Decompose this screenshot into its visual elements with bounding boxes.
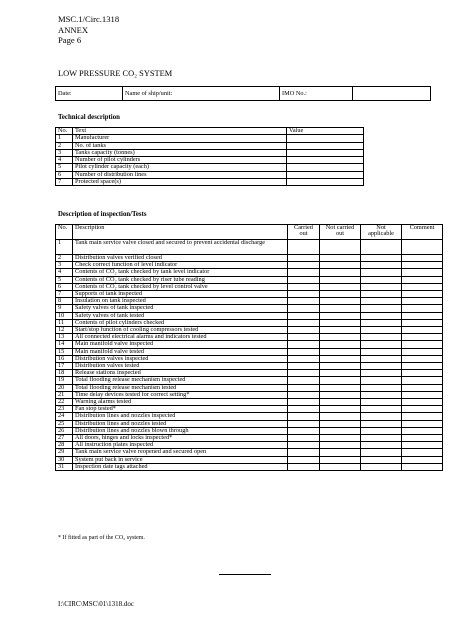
carried-out-cell[interactable] (288, 348, 320, 355)
row-number: 19 (56, 377, 73, 384)
carried-out-cell[interactable] (288, 377, 320, 384)
comment-cell[interactable] (402, 456, 443, 463)
not-carried-out-cell[interactable] (320, 420, 361, 427)
carried-out-cell[interactable] (288, 334, 320, 341)
col-value-header: Value (287, 128, 364, 135)
row-number: 4 (56, 157, 73, 164)
comment-cell[interactable] (402, 240, 443, 255)
not-applicable-cell[interactable] (361, 283, 402, 290)
row-description: Insulation on tank inspected (73, 298, 288, 305)
not-carried-out-cell[interactable] (320, 391, 361, 398)
carried-out-cell[interactable] (288, 442, 320, 449)
row-number: 14 (56, 341, 73, 348)
row-description: Distribution lines and nozzles blown through (73, 427, 288, 434)
comment-cell[interactable] (402, 413, 443, 420)
row-value-cell[interactable] (287, 179, 364, 186)
not-carried-out-cell[interactable] (320, 370, 361, 377)
comment-cell[interactable] (402, 319, 443, 326)
not-applicable-cell[interactable] (361, 269, 402, 276)
document-header (58, 14, 119, 46)
technical-description-heading: Technical description (58, 114, 120, 121)
not-carried-out-cell[interactable] (320, 312, 361, 319)
col-no-header: No. (56, 128, 73, 135)
comment-cell[interactable] (402, 262, 443, 269)
not-carried-out-cell[interactable] (320, 355, 361, 362)
comment-cell[interactable] (402, 420, 443, 427)
comment-cell[interactable] (402, 341, 443, 348)
carried-out-cell[interactable] (288, 291, 320, 298)
col-carried-out-header: Carried out (288, 225, 320, 240)
row-number: 30 (56, 456, 73, 463)
comment-cell[interactable] (402, 391, 443, 398)
row-number: 5 (56, 276, 73, 283)
carried-out-cell[interactable] (288, 427, 320, 434)
not-applicable-cell[interactable] (361, 442, 402, 449)
row-number: 23 (56, 406, 73, 413)
carried-out-cell[interactable] (288, 413, 320, 420)
row-description: Supports of tank inspected (73, 291, 288, 298)
comment-cell[interactable] (402, 384, 443, 391)
row-description: Contents of pilot cylinders checked (73, 319, 288, 326)
annex-label: ANNEX (58, 24, 89, 35)
row-description: Time delay devices tested for correct setting* (73, 391, 288, 398)
not-applicable-cell[interactable] (361, 262, 402, 269)
not-carried-out-cell[interactable] (320, 276, 361, 283)
comment-cell[interactable] (402, 291, 443, 298)
not-carried-out-cell[interactable] (320, 449, 361, 456)
inspection-table (55, 224, 443, 471)
not-applicable-cell[interactable] (361, 341, 402, 348)
table-row (56, 179, 364, 186)
row-text: Pilot cylinder capacity (each) (73, 164, 287, 171)
col-no-header: No. (56, 225, 73, 240)
row-number: 1 (56, 240, 73, 255)
comment-cell[interactable] (402, 255, 443, 262)
row-number: 8 (56, 298, 73, 305)
row-description: Distribution lines and nozzles tested (73, 420, 288, 427)
row-number: 16 (56, 355, 73, 362)
not-carried-out-cell[interactable] (320, 463, 361, 470)
page-title: LOW PRESSURE CO₂ SYSTEM (58, 69, 173, 78)
carried-out-cell[interactable] (288, 384, 320, 391)
row-number: 31 (56, 463, 73, 470)
row-number: 26 (56, 427, 73, 434)
row-description: System put back in service (73, 456, 288, 463)
carried-out-cell[interactable] (288, 319, 320, 326)
row-value-cell[interactable] (287, 171, 364, 178)
row-number: 3 (56, 262, 73, 269)
carried-out-cell[interactable] (288, 370, 320, 377)
not-carried-out-cell[interactable] (320, 442, 361, 449)
not-carried-out-cell[interactable] (320, 406, 361, 413)
row-description: All connected electrical alarms and indicators tested (73, 334, 288, 341)
row-text: Number of pilot cylinders (73, 157, 287, 164)
row-number: 29 (56, 449, 73, 456)
carried-out-cell[interactable] (288, 363, 320, 370)
not-applicable-cell[interactable] (361, 334, 402, 341)
not-applicable-cell[interactable] (361, 355, 402, 362)
not-carried-out-cell[interactable] (320, 283, 361, 290)
comment-cell[interactable] (402, 399, 443, 406)
row-number: 5 (56, 164, 73, 171)
not-applicable-cell[interactable] (361, 463, 402, 470)
row-description: Total flooding release mechanism tested (73, 384, 288, 391)
imo-number-field[interactable]: IMO No.: (280, 87, 353, 101)
not-applicable-cell[interactable] (361, 240, 402, 255)
col-comment-header: Comment (402, 225, 443, 240)
not-applicable-cell[interactable] (361, 377, 402, 384)
row-description: Main manifold valve inspected (73, 341, 288, 348)
carried-out-cell[interactable] (288, 449, 320, 456)
row-description: Contents of CO₂ tank checked by riser tube reading (73, 276, 288, 283)
row-description: Fan stop tested* (73, 406, 288, 413)
carried-out-cell[interactable] (288, 305, 320, 312)
carried-out-cell[interactable] (288, 341, 320, 348)
comment-cell[interactable] (402, 435, 443, 442)
not-carried-out-cell[interactable] (320, 377, 361, 384)
not-carried-out-cell[interactable] (320, 363, 361, 370)
row-value-cell[interactable] (287, 135, 364, 142)
row-number: 27 (56, 435, 73, 442)
row-number: 12 (56, 327, 73, 334)
row-number: 2 (56, 255, 73, 262)
carried-out-cell[interactable] (288, 269, 320, 276)
comment-cell[interactable] (402, 363, 443, 370)
table-row (56, 240, 443, 255)
not-applicable-cell[interactable] (361, 384, 402, 391)
comment-cell[interactable] (402, 355, 443, 362)
not-carried-out-cell[interactable] (320, 334, 361, 341)
col-not-carried-out-header: Not carried out (320, 225, 361, 240)
not-applicable-cell[interactable] (361, 391, 402, 398)
not-applicable-cell[interactable] (361, 406, 402, 413)
row-number: 1 (56, 135, 73, 142)
row-number: 28 (56, 442, 73, 449)
not-applicable-cell[interactable] (361, 456, 402, 463)
not-carried-out-cell[interactable] (320, 269, 361, 276)
row-number: 20 (56, 384, 73, 391)
not-applicable-cell[interactable] (361, 413, 402, 420)
not-carried-out-cell[interactable] (320, 399, 361, 406)
not-carried-out-cell[interactable] (320, 305, 361, 312)
carried-out-cell[interactable] (288, 298, 320, 305)
row-text: Protected space(s) (73, 179, 287, 186)
not-applicable-cell[interactable] (361, 319, 402, 326)
row-number: 7 (56, 291, 73, 298)
row-number: 17 (56, 363, 73, 370)
ship-info-table (55, 86, 431, 101)
comment-cell[interactable] (402, 348, 443, 355)
row-number: 22 (56, 399, 73, 406)
not-carried-out-cell[interactable] (320, 456, 361, 463)
row-number: 13 (56, 334, 73, 341)
comment-cell[interactable] (402, 298, 443, 305)
row-number: 24 (56, 413, 73, 420)
row-text: No. of tanks (73, 142, 287, 149)
row-description: Warning alarms tested (73, 399, 288, 406)
row-description: Distribution valves tested (73, 363, 288, 370)
row-number: 18 (56, 370, 73, 377)
row-description: Contents of CO₂ tank checked by tank level indicator (73, 269, 288, 276)
table-row (56, 135, 364, 142)
row-number: 3 (56, 149, 73, 156)
row-number: 2 (56, 142, 73, 149)
not-applicable-cell[interactable] (361, 399, 402, 406)
row-description: Inspection date tags attached (73, 463, 288, 470)
date-field[interactable]: Date: (56, 87, 123, 101)
row-description: Total flooding release mechanism inspected (73, 377, 288, 384)
row-number: 11 (56, 319, 73, 326)
not-applicable-cell[interactable] (361, 348, 402, 355)
comment-cell[interactable] (402, 312, 443, 319)
carried-out-cell[interactable] (288, 420, 320, 427)
carried-out-cell[interactable] (288, 435, 320, 442)
page-number: Page 6 (58, 35, 82, 45)
comment-cell[interactable] (402, 449, 443, 456)
row-description: Distribution valves verified closed (73, 255, 288, 262)
not-carried-out-cell[interactable] (320, 384, 361, 391)
row-description: Contents of CO₂ tank checked by level control valve (73, 283, 288, 290)
row-description: Tank main service valve closed and secured to prevent accidental discharge (73, 240, 288, 255)
not-carried-out-cell[interactable] (320, 348, 361, 355)
footnote: * If fitted as part of the CO₂ system. (58, 535, 145, 541)
row-number: 25 (56, 420, 73, 427)
row-number: 10 (56, 312, 73, 319)
not-applicable-cell[interactable] (361, 327, 402, 334)
row-description: Distribution valves inspected (73, 355, 288, 362)
comment-cell[interactable] (402, 327, 443, 334)
row-number: 7 (56, 179, 73, 186)
row-description: Check correct function of level indicator (73, 262, 288, 269)
row-number: 15 (56, 348, 73, 355)
comment-cell[interactable] (402, 442, 443, 449)
carried-out-cell[interactable] (288, 463, 320, 470)
comment-cell[interactable] (402, 276, 443, 283)
row-text: Tanks capacity (tonnes) (73, 149, 287, 156)
row-description: Distribution lines and nozzles inspected (73, 413, 288, 420)
col-text-header: Text (73, 128, 287, 135)
ship-name-field[interactable]: Name of ship/unit: (123, 87, 280, 101)
row-number: 9 (56, 305, 73, 312)
carried-out-cell[interactable] (288, 399, 320, 406)
not-applicable-cell[interactable] (361, 291, 402, 298)
not-carried-out-cell[interactable] (320, 341, 361, 348)
not-carried-out-cell[interactable] (320, 435, 361, 442)
carried-out-cell[interactable] (288, 456, 320, 463)
not-carried-out-cell[interactable] (320, 327, 361, 334)
not-carried-out-cell[interactable] (320, 413, 361, 420)
not-applicable-cell[interactable] (361, 435, 402, 442)
carried-out-cell[interactable] (288, 327, 320, 334)
row-text: Manufacturer (73, 135, 287, 142)
carried-out-cell[interactable] (288, 391, 320, 398)
row-number: 6 (56, 283, 73, 290)
row-number: 4 (56, 269, 73, 276)
carried-out-cell[interactable] (288, 262, 320, 269)
not-applicable-cell[interactable] (361, 449, 402, 456)
carried-out-cell[interactable] (288, 406, 320, 413)
carried-out-cell[interactable] (288, 276, 320, 283)
comment-cell[interactable] (402, 463, 443, 470)
not-applicable-cell[interactable] (361, 363, 402, 370)
not-applicable-cell[interactable] (361, 255, 402, 262)
row-value-cell[interactable] (287, 164, 364, 171)
not-applicable-cell[interactable] (361, 370, 402, 377)
not-carried-out-cell[interactable] (320, 427, 361, 434)
not-applicable-cell[interactable] (361, 312, 402, 319)
carried-out-cell[interactable] (288, 255, 320, 262)
comment-cell[interactable] (402, 427, 443, 434)
carried-out-cell[interactable] (288, 283, 320, 290)
row-text: Number of distribution lines (73, 171, 287, 178)
not-carried-out-cell[interactable] (320, 291, 361, 298)
comment-cell[interactable] (402, 305, 443, 312)
file-path: I:\CIRC\MSC\01\1318.doc (58, 600, 135, 608)
table-row (56, 463, 443, 470)
row-value-cell[interactable] (287, 157, 364, 164)
not-applicable-cell[interactable] (361, 427, 402, 434)
comment-cell[interactable] (402, 406, 443, 413)
imo-value-cell[interactable] (353, 87, 431, 101)
row-number: 6 (56, 171, 73, 178)
comment-cell[interactable] (402, 370, 443, 377)
row-description: Main manifold valve tested (73, 348, 288, 355)
row-description: Start/stop function of cooling compressors tested (73, 327, 288, 334)
not-carried-out-cell[interactable] (320, 240, 361, 255)
circular-reference: MSC.1/Circ.1318 (58, 14, 120, 24)
carried-out-cell[interactable] (288, 240, 320, 255)
row-number: 21 (56, 391, 73, 398)
row-value-cell[interactable] (287, 142, 364, 149)
divider (219, 574, 271, 575)
row-description: Tank main service valve reopened and secured open (73, 449, 288, 456)
not-applicable-cell[interactable] (361, 298, 402, 305)
row-description: Release stations inspected (73, 370, 288, 377)
not-carried-out-cell[interactable] (320, 255, 361, 262)
row-value-cell[interactable] (287, 149, 364, 156)
row-description: All instruction plates inspected (73, 442, 288, 449)
comment-cell[interactable] (402, 377, 443, 384)
inspection-heading: Description of inspection/Tests (58, 211, 147, 218)
not-applicable-cell[interactable] (361, 276, 402, 283)
not-carried-out-cell[interactable] (320, 319, 361, 326)
col-not-applicable-header: Not applicable (361, 225, 402, 240)
not-carried-out-cell[interactable] (320, 298, 361, 305)
row-description: Safety valves of tank tested (73, 312, 288, 319)
row-description: All doors, hinges and locks inspected* (73, 435, 288, 442)
comment-cell[interactable] (402, 334, 443, 341)
row-description: Safety valves of tank inspected (73, 305, 288, 312)
technical-description-table (55, 127, 364, 186)
not-carried-out-cell[interactable] (320, 262, 361, 269)
not-applicable-cell[interactable] (361, 305, 402, 312)
col-description-header: Description (73, 225, 288, 240)
comment-cell[interactable] (402, 283, 443, 290)
comment-cell[interactable] (402, 269, 443, 276)
carried-out-cell[interactable] (288, 355, 320, 362)
carried-out-cell[interactable] (288, 312, 320, 319)
not-applicable-cell[interactable] (361, 420, 402, 427)
